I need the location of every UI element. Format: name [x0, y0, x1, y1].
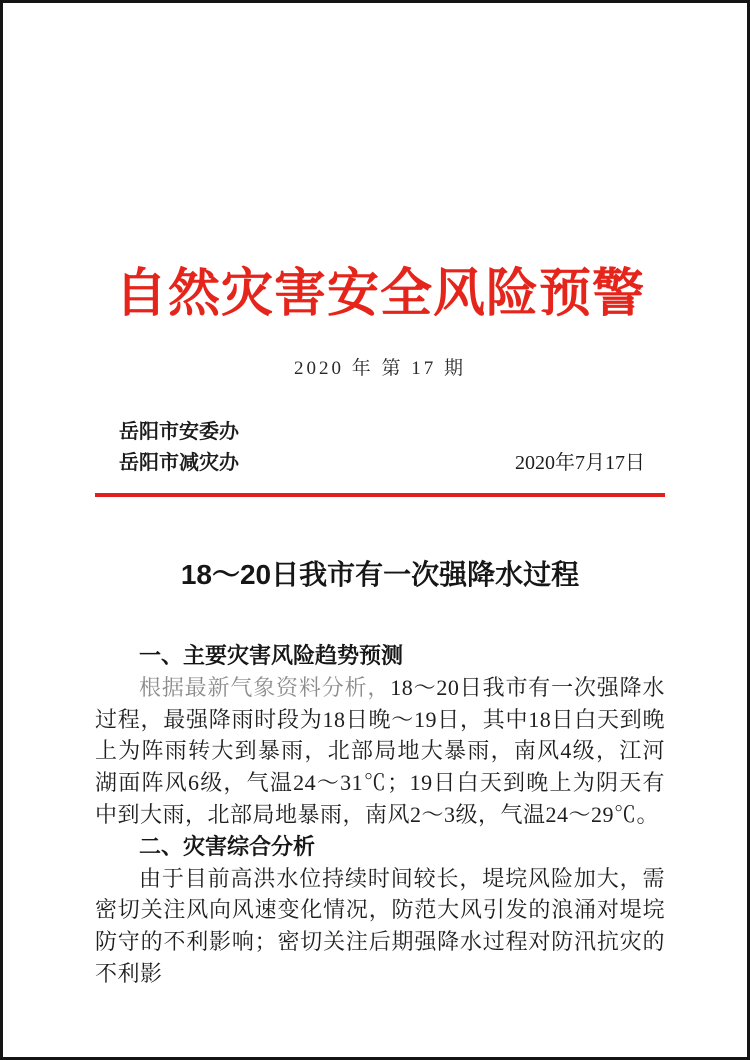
masthead-meta-row: [95, 417, 665, 479]
agency-line-1: 岳阳市安委办: [119, 421, 239, 443]
issuing-agencies: [95, 417, 239, 479]
section-heading-1: 一、主要灾害风险趋势预测: [139, 643, 404, 668]
agency-line-2: 岳阳市减灾办: [119, 452, 239, 474]
issue-number-line: 2020 年 第 17 期: [293, 358, 466, 379]
body-paragraph-2: [95, 863, 665, 990]
paragraph-1-text: 18～20日我市有一次强降水过程，最强降雨时段为18日晚～19日，其中18日白天到晚上为阵雨转大到暴雨，北部局地大暴雨，南风4级，江河湖面阵风6级，气温24～31℃；19日白天到晚上为阴天有中到大雨，北部局地暴雨，南风2～3级，气温24～29℃。: [95, 674, 665, 827]
document-content: [95, 3, 665, 990]
masthead-title: 自然灾害安全风险预警: [114, 265, 645, 323]
document-body: [95, 640, 665, 990]
red-divider-rule: [95, 493, 665, 497]
section-heading-2: 二、灾害综合分析: [139, 833, 316, 859]
issue-date: 2020年7月17日: [515, 452, 645, 474]
body-paragraph-1: [95, 672, 665, 831]
paragraph-2-text: 由于目前高洪水位持续时间较长，堤垸风险加大，需密切关注风向风速变化情况，防范大风引发的浪涌对堤垸防守的不利影响；密切关注后期强降水过程对防汛抗灾的不利影: [95, 865, 665, 986]
paragraph-1-faded-lead: 根据最新气象资料分析，: [139, 674, 391, 700]
document-headline: 18～20日我市有一次强降水过程: [180, 559, 580, 590]
